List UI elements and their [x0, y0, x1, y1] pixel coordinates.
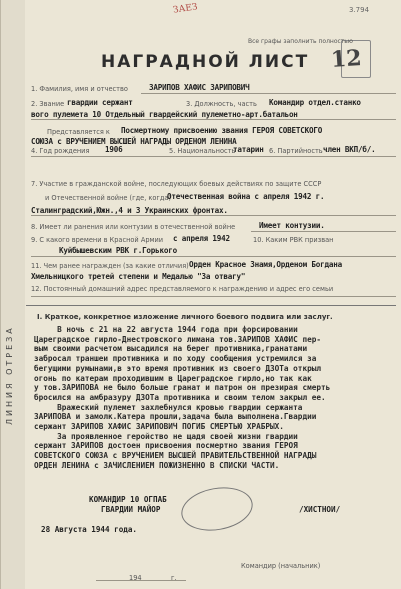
underline — [31, 256, 396, 257]
field-7-label: 7. Участие в гражданской войне, последующих боевых действиях по защите СССР — [31, 180, 322, 188]
underline — [31, 215, 396, 216]
field-7-label-2: и Отечественной войне (где, когда) — [45, 194, 172, 202]
citation-text — [34, 325, 394, 471]
left-margin-strip — [1, 0, 25, 589]
underline — [141, 93, 396, 94]
corner-note: 3.794 — [349, 6, 370, 14]
field-6-label: 6. Партийность — [269, 147, 323, 155]
top-scribble: ЗАЕЗ — [172, 2, 199, 16]
handwritten-number: 12 — [330, 44, 363, 74]
field-3-value: Командир отдел.станко — [269, 98, 361, 107]
field-9-label: 9. С какого времени в Красной Армии — [31, 236, 164, 244]
section-title: I. Краткое, конкретное изложение личного боевого подвига или заслуг. — [37, 313, 333, 321]
field-7-continued: Сталинградский,Южн.,4 и 3 Украинских фронтах. — [31, 206, 228, 215]
underline — [31, 119, 396, 120]
citation-line: Цареградское гирло-Днестровского лимана тов.ЗАРИПОВ ХАФИС пер- — [34, 334, 321, 344]
citation-line: бегущими румынами,в это время противник из своего ДЗОТа открыл — [34, 363, 321, 373]
field-2-value: гвардии сержант — [67, 98, 133, 107]
present-value: Посмертному присвоению звания ГЕРОЯ СОВЕТСКОГО — [121, 126, 323, 135]
field-10-value: Куйбышевским РВК г.Горького — [59, 246, 178, 255]
field-3-label: 3. Должность, часть — [186, 100, 257, 108]
underline — [31, 296, 396, 297]
field-5-label: 5. Национальность — [169, 147, 236, 155]
citation-line: ЗАРИПОВА и замолк.Катера прошли,задача была выполнена.Гвардии — [34, 412, 317, 422]
field-1-value: ЗАРИПОВ ХАФИС ЗАРИПОВИЧ — [149, 83, 250, 92]
field-8-value: Имеет контузии. — [259, 221, 325, 230]
footer-year: 194 — [129, 574, 142, 582]
citation-line: вым своими расчетом высадился на берег противника,гранатами — [34, 344, 308, 354]
underline — [251, 231, 396, 232]
present-label: Представляется к — [47, 128, 110, 136]
field-2-label: 2. Звание — [31, 100, 65, 108]
header-note: Все графы заполнить полностью — [248, 38, 353, 45]
citation-line: огонь по катерам проходившим в Цареградское гирло,но так как — [34, 373, 312, 383]
field-9-value: с апреля 1942 — [173, 234, 230, 243]
underline — [31, 156, 396, 157]
citation-line: бросился на амбразуру ДЗОТа противника и своим телом закрыл ее. — [34, 392, 326, 402]
field-11-label: 11. Чем ранее награжден (за какие отличия) — [31, 262, 189, 270]
field-4-value: 1906 — [105, 145, 123, 154]
field-7-value: Отечественная война с апреля 1942 г. — [167, 192, 325, 201]
field-6-value: член ВКП/б/. — [323, 145, 376, 154]
field-11-value: Орден Красное Знамя,Орденом Богдана — [189, 260, 343, 269]
field-11-continued: Хмельницкого третей степени и Медалью "За отвагу" — [31, 272, 246, 281]
field-1-label: 1. Фамилия, имя и отчество — [31, 85, 128, 93]
field-8-label: 8. Имеет ли ранения или контузии в отечественной войне — [31, 223, 236, 231]
signature-name: /ХИСТНОИ/ — [299, 505, 341, 514]
citation-line: сержант ЗАРИПОВ достоен присвоения посмертно звания ГЕРОЯ — [34, 441, 298, 451]
chief-label: Командир (начальник) — [241, 562, 321, 570]
citation-line: Вражеский пулемет захлебнулся кровью гвардии сержанта — [34, 402, 303, 412]
field-3-continued: вого пулемета 10 Отдельный гвардейский пулеметно-арт.батальон — [31, 110, 298, 119]
citation-line: СОВЕТСКОГО СОЮЗА с ВРУЧЕНИЕМ ВЫСШЕЙ ПРАВИТЕЛЬСТВЕННОЙ НАГРАДЫ — [34, 451, 317, 461]
signature-rank: ГВАРДИИ МАЙОР — [101, 505, 161, 514]
citation-line: ОРДЕН ЛЕНИНА с ЗАЧИСЛЕНИЕМ ПОЖИЗНЕННО В СПИСКИ ЧАСТИ. — [34, 460, 280, 470]
field-12-label: 12. Постоянный домашний адрес представляемого к награждению и адрес его семьи — [31, 285, 334, 293]
cut-divider — [26, 305, 396, 306]
citation-line: В ночь с 21 на 22 августа 1944 года при форсировании — [34, 325, 298, 334]
page-title: НАГРАДНОЙ ЛИСТ — [101, 52, 310, 72]
present-continued: СОЮЗА с ВРУЧЕНИЕМ ВЫСШЕЙ НАГРАДЫ ОРДЕНОМ ЛЕНИНА — [31, 137, 237, 146]
field-10-label: 10. Каким РВК призван — [253, 236, 334, 244]
citation-line: у тов.ЗАРИПОВА не было больше гранат и патрон он презирая смерть — [34, 383, 331, 393]
signature-date: 28 Августа 1944 года. — [41, 525, 138, 534]
field-4-label: 4. Год рождения — [31, 147, 90, 155]
signature-stamp — [178, 482, 256, 536]
field-5-value: татарин — [233, 145, 264, 154]
citation-line: За проявленное геройство не щадя своей жизни гвардии — [34, 431, 298, 441]
footer-g: г. — [171, 574, 177, 582]
citation-line: сержант ЗАРИПОВ ХАФИС ЗАРИПОВИЧ ПОГИБ СМЕРТЬЮ ХРАБРЫХ. — [34, 422, 284, 432]
citation-line: забросал траншеи противника и по ходу сообщения устремился за — [34, 354, 317, 364]
cut-line-label: ЛИНИЯ ОТРЕЗА — [5, 325, 14, 425]
signature-title: КОМАНДИР 10 ОГПАБ — [89, 495, 167, 504]
